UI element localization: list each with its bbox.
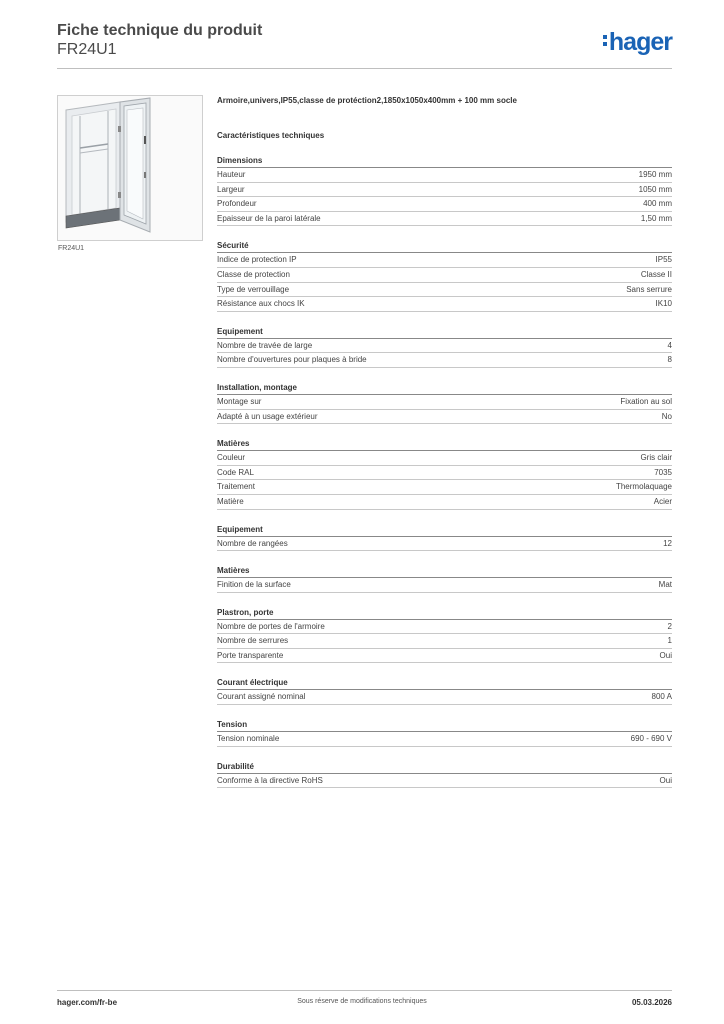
spec-value: IK10	[655, 299, 672, 309]
spec-row	[217, 620, 672, 635]
spec-row	[217, 649, 672, 664]
spec-value: 400 mm	[643, 199, 672, 209]
spec-section	[217, 608, 672, 664]
characteristics-title: Caractéristiques techniques	[217, 131, 325, 140]
footer-website-link[interactable]: hager.com/fr-be	[57, 998, 118, 1007]
spec-value: Mat	[658, 580, 672, 590]
spec-label: Indice de protection IP	[217, 255, 297, 265]
spec-value: 12	[663, 538, 672, 548]
section-title: Durabilité	[217, 762, 672, 774]
spec-label: Couleur	[217, 453, 246, 463]
spec-row	[217, 168, 672, 183]
section-title: Sécurité	[217, 241, 672, 253]
product-description: Armoire,univers,IP55,classe de protéction2,1850x1050x400mm + 100 mm socle	[217, 96, 517, 105]
spec-label: Traitement	[217, 482, 255, 492]
spec-value: IP55	[655, 255, 672, 265]
header-divider	[57, 68, 672, 69]
spec-label: Résistance aux chocs IK	[217, 299, 305, 309]
spec-section	[217, 156, 672, 226]
spec-value: Fixation au sol	[620, 396, 672, 406]
spec-label: Profondeur	[217, 199, 257, 209]
spec-value: Oui	[659, 650, 672, 660]
product-code: FR24U1	[57, 41, 117, 58]
spec-row	[217, 395, 672, 410]
spec-value: 8	[667, 355, 672, 365]
logo-colon-icon	[603, 32, 607, 48]
spec-label: Montage sur	[217, 396, 262, 406]
spec-row	[217, 212, 672, 227]
spec-label: Code RAL	[217, 467, 254, 477]
spec-value: Classe II	[640, 269, 672, 279]
cabinet-image	[57, 95, 203, 241]
spec-row	[217, 297, 672, 312]
spec-label: Finition de la surface	[217, 580, 291, 590]
spec-row	[217, 253, 672, 268]
spec-label: Adapté à un usage extérieur	[217, 411, 318, 421]
spec-label: Nombre de rangées	[217, 538, 288, 548]
section-title: Plastron, porte	[217, 608, 672, 620]
page-header	[57, 22, 262, 59]
spec-label: Hauteur	[217, 170, 246, 179]
spec-section	[217, 678, 672, 705]
section-title: Courant électrique	[217, 678, 672, 690]
spec-value: 1050 mm	[638, 184, 672, 194]
section-title: Installation, montage	[217, 383, 672, 395]
spec-value: 1,50 mm	[640, 213, 672, 223]
spec-row	[217, 480, 672, 495]
section-title: Matières	[217, 566, 672, 578]
spec-label: Epaisseur de la paroi latérale	[217, 213, 321, 223]
spec-value: 800 A	[651, 692, 672, 702]
page-title: Fiche technique du produit	[57, 22, 263, 39]
spec-row	[217, 774, 672, 789]
spec-row	[217, 410, 672, 425]
spec-label: Conforme à la directive RoHS	[217, 775, 323, 785]
spec-row	[217, 537, 672, 552]
spec-value: 4	[667, 340, 672, 350]
section-title: Tension	[217, 720, 672, 732]
spec-value: 7035	[654, 467, 672, 477]
spec-label: Nombre de serrures	[217, 636, 289, 646]
spec-label: Matière	[217, 496, 244, 506]
spec-row	[217, 283, 672, 298]
spec-row	[217, 690, 672, 705]
spec-label: Porte transparente	[217, 650, 284, 660]
spec-label: Classe de protection	[217, 269, 290, 279]
spec-value: No	[661, 411, 672, 421]
spec-value: Acier	[653, 496, 672, 506]
spec-row	[217, 268, 672, 283]
spec-value: 690 - 690 V	[630, 734, 672, 744]
spec-value: 2	[667, 621, 672, 631]
spec-value: 1950 mm	[638, 170, 672, 179]
spec-row	[217, 353, 672, 368]
spec-value: 1	[667, 636, 672, 646]
spec-row	[217, 732, 672, 747]
spec-content	[217, 96, 672, 788]
logo-text: hager	[608, 28, 672, 56]
section-title: Equipement	[217, 525, 672, 537]
spec-row	[217, 634, 672, 649]
spec-value: Sans serrure	[626, 284, 672, 294]
spec-label: Courant assigné nominal	[217, 692, 306, 702]
hager-logo[interactable]	[603, 28, 672, 56]
spec-row	[217, 339, 672, 354]
spec-sections	[217, 156, 672, 788]
spec-section	[217, 525, 672, 552]
spec-label: Nombre d'ouvertures pour plaques à bride	[217, 355, 367, 365]
spec-section	[217, 566, 672, 593]
footer-notice: Sous réserve de modifications techniques	[297, 998, 427, 1005]
spec-label: Tension nominale	[217, 734, 280, 744]
spec-label: Nombre de portes de l'armoire	[217, 621, 325, 631]
spec-section	[217, 439, 672, 509]
spec-section	[217, 327, 672, 368]
spec-row	[217, 451, 672, 466]
spec-value: Gris clair	[640, 453, 672, 463]
section-title: Equipement	[217, 327, 672, 339]
spec-label: Largeur	[217, 184, 245, 194]
spec-section	[217, 762, 672, 789]
spec-row	[217, 183, 672, 198]
footer-date: 05.03.2026	[631, 998, 672, 1007]
spec-row	[217, 197, 672, 212]
spec-value: Thermolaquage	[615, 482, 672, 492]
spec-label: Type de verrouillage	[217, 284, 290, 294]
spec-row	[217, 495, 672, 510]
spec-section	[217, 241, 672, 311]
section-title: Matières	[217, 439, 672, 451]
cabinet-illustration	[58, 96, 202, 240]
footer-divider	[57, 990, 672, 991]
spec-section	[217, 720, 672, 747]
spec-label: Nombre de travée de large	[217, 340, 313, 350]
spec-row	[217, 578, 672, 593]
spec-value: Oui	[659, 775, 672, 785]
spec-section	[217, 383, 672, 424]
section-title: Dimensions	[217, 156, 672, 168]
image-caption: FR24U1	[58, 245, 85, 252]
spec-row	[217, 466, 672, 481]
